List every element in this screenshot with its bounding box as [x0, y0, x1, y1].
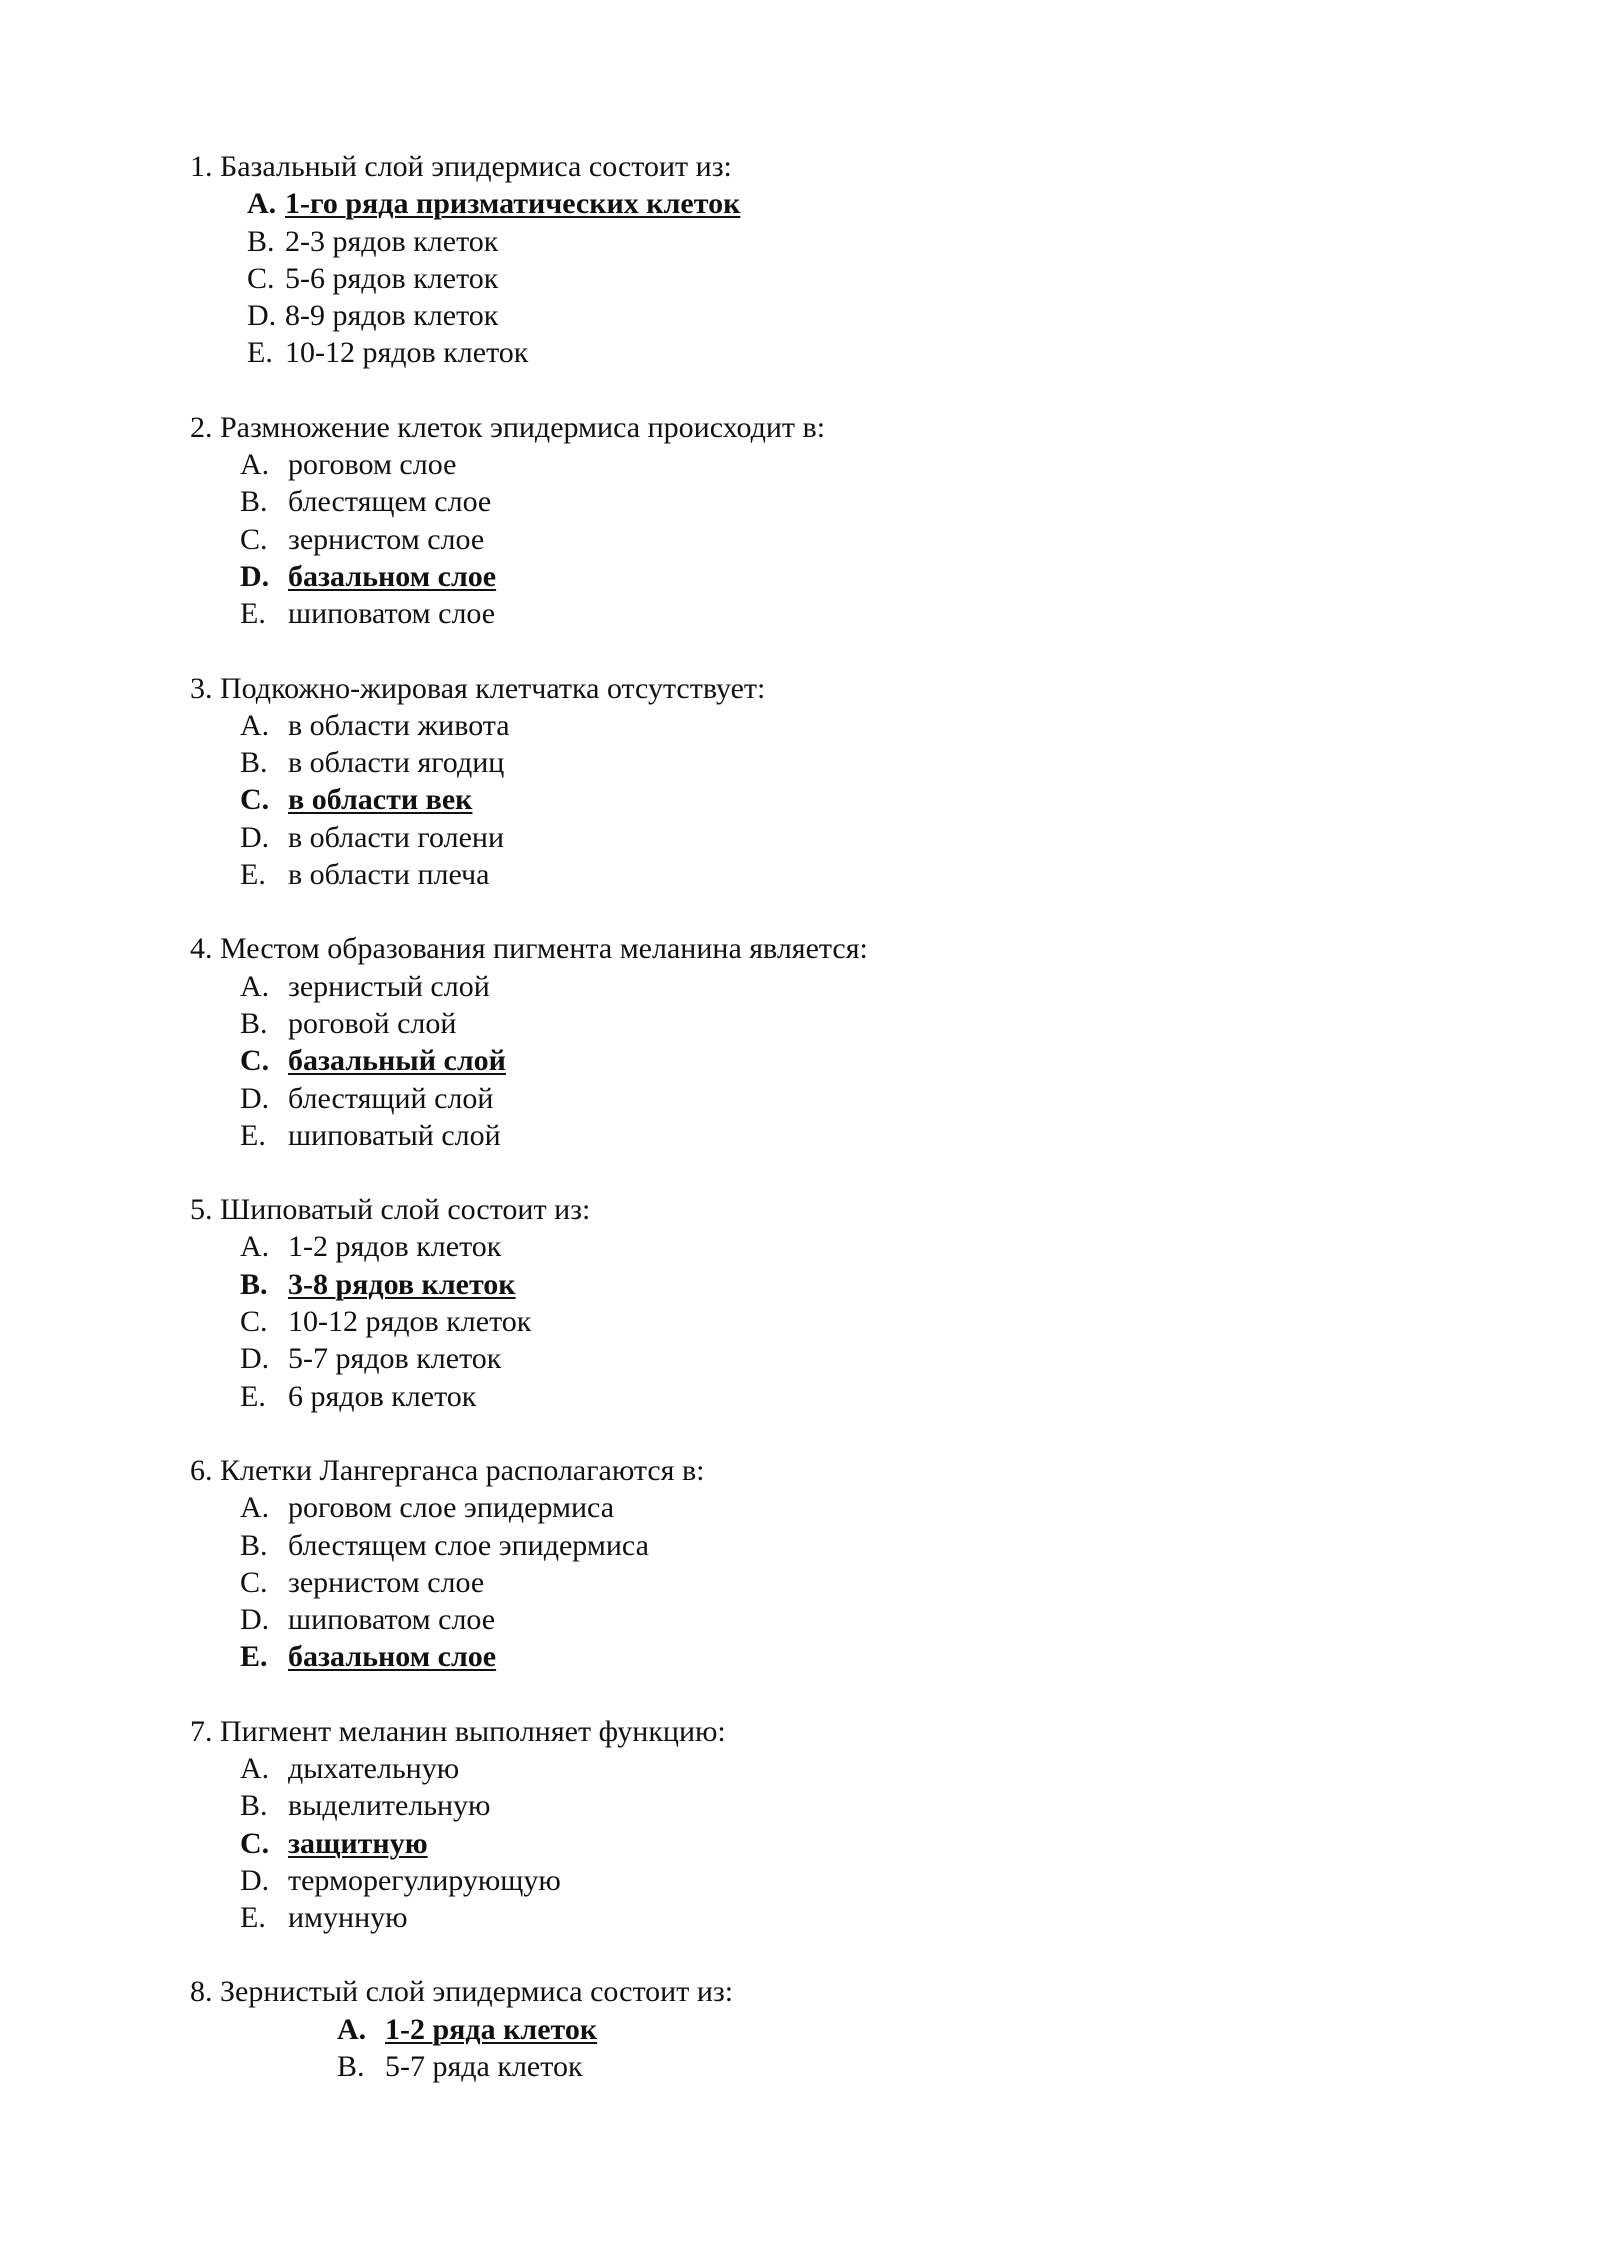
option-text: в области голени	[288, 820, 505, 854]
option-text: 1-2 ряда клеток	[385, 2012, 598, 2046]
option-letter: D.	[247, 299, 277, 333]
option-letter: D.	[240, 1603, 270, 1637]
answer-option	[0, 1787, 1600, 1824]
option-text: в области плеча	[288, 858, 490, 892]
option-text: 5-7 рядов клеток	[288, 1342, 502, 1376]
answer-options	[0, 446, 1600, 632]
answer-option	[0, 744, 1600, 781]
option-text: блестящий слой	[288, 1081, 494, 1115]
option-letter: A.	[337, 2012, 367, 2046]
option-text: зернистом слое	[288, 1565, 485, 1599]
option-letter: A.	[240, 448, 270, 482]
option-letter: E.	[240, 597, 266, 631]
answer-option	[0, 968, 1600, 1005]
answer-option-correct	[0, 1638, 1600, 1675]
option-text: блестящем слое	[288, 485, 492, 519]
question-2	[0, 409, 1600, 633]
answer-option	[0, 1303, 1600, 1340]
answer-option	[0, 1005, 1600, 1042]
option-text: 2-3 рядов клеток	[285, 224, 499, 258]
answer-option	[0, 223, 1600, 260]
option-letter: E.	[240, 1901, 266, 1935]
option-letter: C.	[240, 783, 270, 817]
answer-option	[0, 1080, 1600, 1117]
option-letter: A.	[240, 1230, 270, 1264]
option-text: в области век	[288, 783, 473, 817]
question-stem: 7. Пигмент меланин выполняет функцию:	[190, 1714, 726, 1748]
answer-option	[0, 1899, 1600, 1936]
option-letter: A.	[240, 1751, 270, 1785]
option-letter: D.	[240, 820, 270, 854]
option-letter: D.	[240, 1863, 270, 1897]
option-text: базальный слой	[288, 1044, 506, 1078]
option-text: базальном слое	[288, 1640, 497, 1674]
question-4	[0, 930, 1600, 1154]
question-stem: 3. Подкожно-жировая клетчатка отсутствует:	[190, 671, 766, 705]
answer-option	[0, 297, 1600, 334]
answer-option	[0, 260, 1600, 297]
question-stem: 2. Размножение клеток эпидермиса происходит в:	[190, 410, 826, 444]
option-letter: B.	[240, 746, 268, 780]
option-letter: C.	[240, 1565, 268, 1599]
option-text: шиповатом слое	[288, 597, 496, 631]
option-text: роговой слой	[288, 1006, 457, 1040]
option-text: зернистый слой	[288, 969, 490, 1003]
answer-option	[0, 595, 1600, 632]
option-text: 10-12 рядов клеток	[288, 1305, 532, 1339]
option-text: выделительную	[288, 1789, 491, 1823]
option-text: дыхательную	[288, 1751, 460, 1785]
answer-option	[0, 2048, 1600, 2085]
answer-option	[0, 334, 1600, 371]
option-text: в области живота	[288, 708, 510, 742]
answer-option-correct	[0, 2011, 1600, 2048]
question-stem: 4. Местом образования пигмента меланина является:	[190, 932, 868, 966]
option-text: роговом слое	[288, 448, 457, 482]
answer-option-correct	[0, 781, 1600, 818]
question-stem: 5. Шиповатый слой состоит из:	[190, 1193, 591, 1227]
question-stem: 1. Базальный слой эпидермиса состоит из:	[190, 150, 732, 183]
option-letter: B.	[240, 1267, 268, 1301]
option-letter: A.	[240, 969, 270, 1003]
option-letter: C.	[240, 522, 268, 556]
answer-option-correct	[0, 1825, 1600, 1862]
option-letter: D.	[240, 559, 270, 593]
option-text: роговом слое эпидермиса	[288, 1491, 615, 1525]
option-text: терморегулирующую	[288, 1863, 561, 1897]
question-stem: 6. Клетки Лангерганса располагаются в:	[190, 1453, 705, 1487]
answer-option-correct	[0, 558, 1600, 595]
answer-option	[0, 1564, 1600, 1601]
question-stem: 8. Зернистый слой эпидермиса состоит из:	[190, 1975, 734, 2009]
answer-option	[0, 1117, 1600, 1154]
answer-option	[0, 1489, 1600, 1526]
answer-option-correct	[0, 1266, 1600, 1303]
option-text: 1-2 рядов клеток	[288, 1230, 502, 1264]
answer-option	[0, 819, 1600, 856]
option-text: 5-7 ряда клеток	[385, 2050, 583, 2084]
option-letter: E.	[240, 1118, 266, 1152]
option-letter: B.	[247, 224, 275, 258]
answer-option	[0, 483, 1600, 520]
answer-option	[0, 521, 1600, 558]
answer-options	[0, 185, 1600, 371]
option-letter: C.	[247, 261, 275, 295]
answer-option	[0, 1601, 1600, 1638]
question-6	[0, 1452, 1600, 1676]
option-text: блестящем слое эпидермиса	[288, 1528, 649, 1562]
option-text: 1-го ряда призматических клеток	[285, 187, 741, 221]
answer-option-correct	[0, 1042, 1600, 1079]
option-text: шиповатом слое	[288, 1603, 496, 1637]
option-text: имунную	[288, 1901, 408, 1935]
option-text: 8-9 рядов клеток	[285, 299, 499, 333]
answer-option	[0, 1527, 1600, 1564]
option-letter: C.	[240, 1305, 268, 1339]
answer-option	[0, 1378, 1600, 1415]
option-text: шиповатый слой	[288, 1118, 501, 1152]
answer-option	[0, 1862, 1600, 1899]
answer-option	[0, 856, 1600, 893]
option-letter: B.	[240, 1006, 268, 1040]
answer-options	[0, 1228, 1600, 1414]
option-letter: B.	[337, 2050, 365, 2084]
option-letter: D.	[240, 1342, 270, 1376]
answer-option	[0, 707, 1600, 744]
option-letter: A.	[247, 187, 277, 221]
option-letter: E.	[247, 336, 273, 370]
option-letter: E.	[240, 1379, 266, 1413]
question-5	[0, 1191, 1600, 1415]
option-letter: E.	[240, 858, 266, 892]
option-text: 6 рядов клеток	[288, 1379, 477, 1413]
answer-options	[0, 1750, 1600, 1936]
option-letter: B.	[240, 1789, 268, 1823]
option-text: базальном слое	[288, 559, 497, 593]
option-letter: B.	[240, 485, 268, 519]
answer-option	[0, 1750, 1600, 1787]
question-8	[0, 1973, 1600, 2085]
option-text: 10-12 рядов клеток	[285, 336, 529, 370]
option-text: защитную	[288, 1826, 428, 1860]
option-text: 3-8 рядов клеток	[288, 1267, 516, 1301]
option-letter: B.	[240, 1528, 268, 1562]
option-text: 5-6 рядов клеток	[285, 261, 499, 295]
option-letter: D.	[240, 1081, 270, 1115]
option-letter: C.	[240, 1826, 270, 1860]
question-7	[0, 1713, 1600, 1937]
option-letter: C.	[240, 1044, 270, 1078]
answer-option	[0, 1228, 1600, 1265]
answer-option	[0, 446, 1600, 483]
option-text: в области ягодиц	[288, 746, 505, 780]
answer-options	[0, 2011, 1600, 2086]
quiz-document	[0, 148, 1600, 2122]
option-letter: A.	[240, 1491, 270, 1525]
answer-option-correct	[0, 185, 1600, 222]
question-1	[0, 148, 1600, 372]
answer-option	[0, 1340, 1600, 1377]
answer-options	[0, 968, 1600, 1154]
option-letter: E.	[240, 1640, 268, 1674]
answer-options	[0, 1489, 1600, 1675]
option-text: зернистом слое	[288, 522, 485, 556]
option-letter: A.	[240, 708, 270, 742]
answer-options	[0, 707, 1600, 893]
question-3	[0, 670, 1600, 894]
